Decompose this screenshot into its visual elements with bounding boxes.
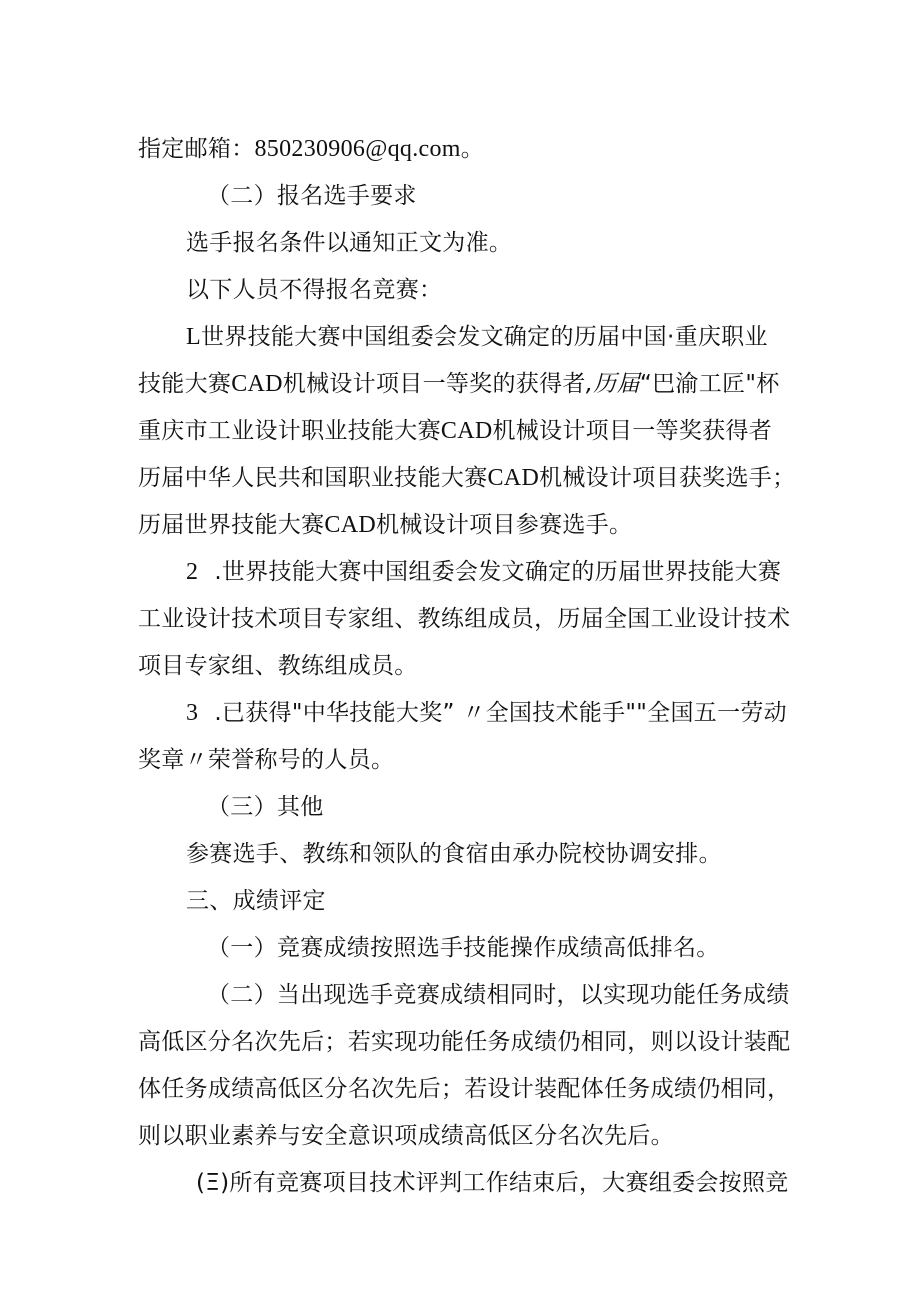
item-2-line-3: 项目专家组、教练组成员。 <box>138 653 418 679</box>
item-1-line-2-cad: CAD <box>231 371 283 397</box>
item-1-line-5-text-a: 历届世界技能大赛 <box>138 512 325 538</box>
item-2-text: .世界技能大赛中国组委会发文确定的历届世界技能大赛 <box>214 559 782 585</box>
email-line <box>138 134 484 164</box>
item-3-line-2: 奖章〃荣誉称号的人员。 <box>138 747 395 773</box>
item-1-line-4 <box>138 463 795 493</box>
rule-2-line-4: 则以职业素养与安全意识项成绩高低区分名次先后。 <box>138 1123 674 1149</box>
section-heading-signup-requirements: （二）报名选手要求 <box>207 183 417 209</box>
email-tail: 。 <box>460 136 485 162</box>
item-2-line-1 <box>186 557 781 587</box>
section-heading-other: （三）其他 <box>207 794 324 820</box>
item-1-line-4-text-c: 机械设计项目获奖选手； <box>539 465 796 491</box>
rule-1: （一）竞赛成绩按照选手技能操作成绩高低排名。 <box>207 935 720 961</box>
item-2-line-2: 工业设计技术项目专家组、教练组成员，历届全国工业设计技术 <box>138 606 791 632</box>
item-1-line-5-text-c: 机械设计项目参赛选手。 <box>375 512 633 538</box>
item-1-line-1 <box>186 322 768 352</box>
paragraph-excluded-intro: 以下人员不得报名竞赛： <box>186 277 443 303</box>
item-1-line-3-text-c: 机械设计项目一等奖获得者 <box>492 418 773 444</box>
part-heading-scoring: 三、成绩评定 <box>186 888 326 914</box>
item-1-line-3 <box>138 416 772 446</box>
item-1-line-4-text-a: 历届中华人民共和国职业技能大赛 <box>138 465 488 491</box>
item-3-number: 3 <box>186 700 199 726</box>
item-1-line-3-cad: CAD <box>440 418 493 444</box>
item-3-text: .已获得"中华技能大奖” 〃全国技术能手""全国五一劳动 <box>214 700 787 726</box>
item-1-line-2-text-c: 机械设计项目一等奖的获得者 <box>282 371 586 397</box>
paragraph-signup-conditions: 选手报名条件以通知正文为准。 <box>186 230 513 256</box>
rule-2-line-2: 高低区分名次先后；若实现功能任务成绩仍相同，则以设计装配 <box>138 1029 791 1055</box>
email-value: 850230906@qq.com <box>254 136 461 162</box>
email-label: 指定邮箱： <box>138 136 255 162</box>
item-1-line-5 <box>138 510 632 540</box>
rule-2-line-1: （二）当出现选手竞赛成绩相同时，以实现功能任务成绩 <box>207 982 790 1008</box>
paragraph-accommodation: 参赛选手、教练和领队的食宿由承办院校协调安排。 <box>186 841 722 867</box>
item-1-line-3-text-a: 重庆市工业设计职业技能大赛 <box>138 418 441 444</box>
item-1-number: L <box>186 324 201 350</box>
item-1-line-2-text-a: 技能大赛 <box>138 371 232 397</box>
item-3-line-1 <box>186 698 787 728</box>
item-2-number: 2 <box>186 559 199 585</box>
item-1-line-2 <box>138 369 780 399</box>
item-1-line-2-text-e: “巴渝工匠"杯 <box>639 371 780 397</box>
item-1-line-2-italic: ,历届 <box>585 371 640 397</box>
item-1-line-5-cad: CAD <box>324 512 376 538</box>
rule-2-line-3: 体任务成绩高低区分名次先后；若设计装配体任务成绩仍相同， <box>138 1076 791 1102</box>
rule-3-line-1: (Ξ)所有竞赛项目技术评判工作结束后，大赛组委会按照竞 <box>196 1170 789 1196</box>
item-1-line-4-cad: CAD <box>487 465 540 491</box>
item-1-text: 世界技能大赛中国组委会发文确定的历届中国·重庆职业 <box>200 324 768 350</box>
